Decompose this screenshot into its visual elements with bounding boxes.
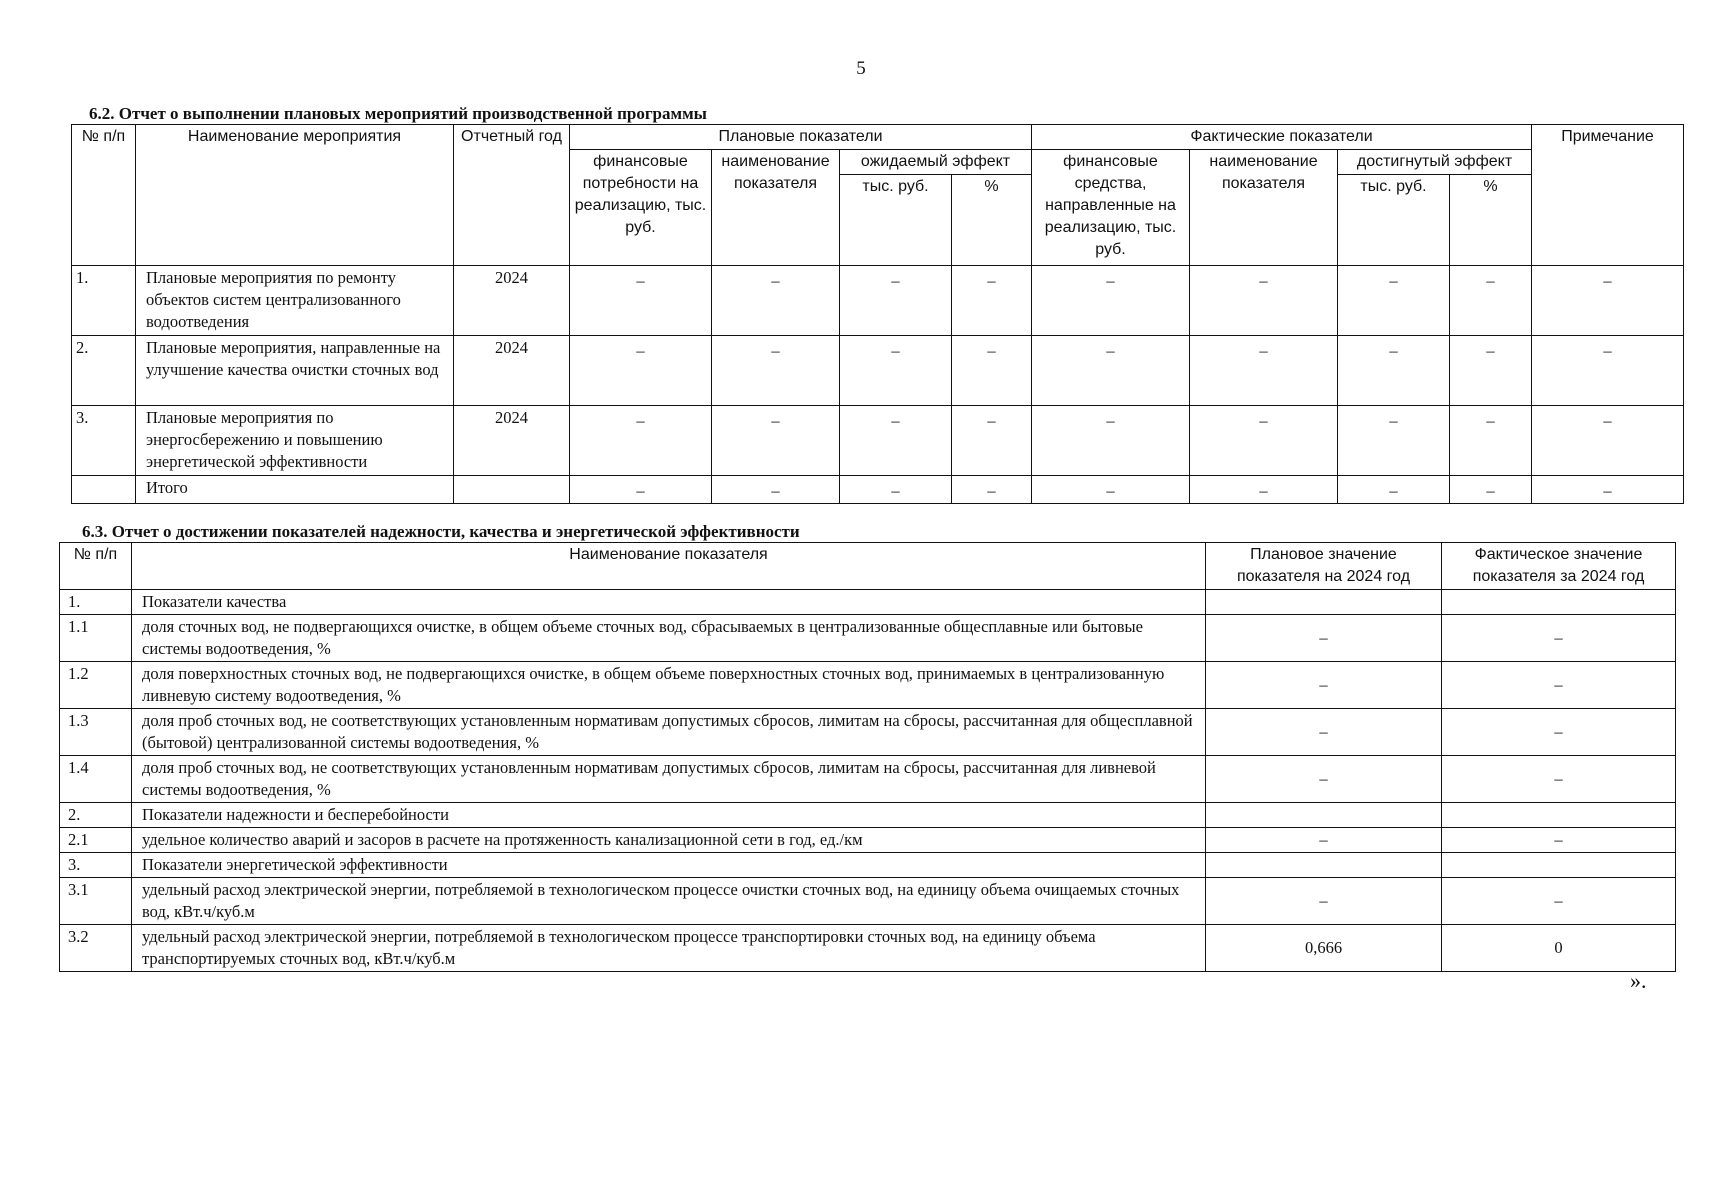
- cell-value: –: [840, 476, 952, 504]
- cell-value: –: [1450, 266, 1532, 336]
- section-62-title: 6.2. Отчет о выполнении плановых мероприятий производственной программы: [89, 104, 707, 123]
- indicator-name: удельный расход электрической энергии, потребляемой в технологическом процессе очистки сточных вод, на единицу объема очищаемых сточных вод, кВт.ч/куб.м: [132, 878, 1206, 925]
- table-row: [60, 925, 1676, 972]
- cell-value: –: [952, 476, 1032, 504]
- header-planned-value: Плановое значение показателя на 2024 год: [1206, 543, 1442, 590]
- header-planned-finance: финансовые потребности на реализацию, тыс. руб.: [570, 150, 712, 266]
- header-actual-value: Фактическое значение показателя за 2024 год: [1442, 543, 1676, 590]
- indicator-name: доля проб сточных вод, не соответствующих установленным нормативам допустимых сбросов, лимитам на сбросы, рассчитанная для общесплавной (бытовой) централизованной системы водоотведения, %: [132, 709, 1206, 756]
- reporting-year: 2024: [454, 266, 570, 336]
- table-row: [72, 336, 1684, 406]
- actual-value: –: [1442, 878, 1676, 925]
- header-num: № п/п: [72, 125, 136, 266]
- cell-value: –: [840, 406, 952, 476]
- planned-value: [1206, 853, 1442, 878]
- table-row: [60, 828, 1676, 853]
- indicator-name: доля проб сточных вод, не соответствующих установленным нормативам допустимых сбросов, лимитам на сбросы, рассчитанная для ливневой системы водоотведения, %: [132, 756, 1206, 803]
- cell-value: –: [712, 336, 840, 406]
- actual-value: [1442, 853, 1676, 878]
- table-row: [60, 878, 1676, 925]
- activity-name: Плановые мероприятия, направленные на улучшение качества очистки сточных вод: [136, 336, 454, 406]
- header-actual-indicators: Фактические показатели: [1032, 125, 1532, 150]
- cell-value: –: [1032, 406, 1190, 476]
- row-num: 3.2: [60, 925, 132, 972]
- table-row: [60, 662, 1676, 709]
- header-actual-indicator-name: наименование показателя: [1190, 150, 1338, 266]
- indicator-name: Показатели качества: [132, 590, 1206, 615]
- header-expected-thousand-rub: тыс. руб.: [840, 175, 952, 266]
- cell-value: –: [1338, 336, 1450, 406]
- header-planned-indicators: Плановые показатели: [570, 125, 1032, 150]
- closing-quote: ».: [1630, 968, 1647, 993]
- indicator-name: доля поверхностных сточных вод, не подвергающихся очистке, в общем объеме поверхностных сточных вод, принимаемых в централизованную ливневую систему водоотведения, %: [132, 662, 1206, 709]
- cell-value: –: [1338, 406, 1450, 476]
- planned-value: –: [1206, 662, 1442, 709]
- indicator-name: доля сточных вод, не подвергающихся очистке, в общем объеме сточных вод, сбрасываемых в централизованные общесплавные или бытовые системы водоотведения, %: [132, 615, 1206, 662]
- planned-value: –: [1206, 756, 1442, 803]
- cell-value: –: [570, 336, 712, 406]
- actual-value: –: [1442, 756, 1676, 803]
- actual-value: [1442, 803, 1676, 828]
- cell-value: –: [712, 266, 840, 336]
- actual-value: 0: [1442, 925, 1676, 972]
- planned-value: 0,666: [1206, 925, 1442, 972]
- cell-value: –: [1032, 336, 1190, 406]
- indicator-name: Показатели надежности и бесперебойности: [132, 803, 1206, 828]
- planned-value: –: [1206, 878, 1442, 925]
- table-row: [72, 406, 1684, 476]
- header-achieved-thousand-rub: тыс. руб.: [1338, 175, 1450, 266]
- planned-value: –: [1206, 828, 1442, 853]
- cell-value: –: [1338, 476, 1450, 504]
- header-expected-effect: ожидаемый эффект: [840, 150, 1032, 175]
- total-label: Итого: [136, 476, 454, 504]
- table-row: [60, 803, 1676, 828]
- total-num-empty: [72, 476, 136, 504]
- planned-value: –: [1206, 615, 1442, 662]
- table-row: [60, 615, 1676, 662]
- cell-value: –: [1532, 476, 1684, 504]
- row-num: 2.: [72, 336, 136, 406]
- cell-value: –: [840, 336, 952, 406]
- cell-value: –: [1532, 336, 1684, 406]
- cell-value: –: [1032, 266, 1190, 336]
- planned-value: [1206, 590, 1442, 615]
- header-expected-percent: %: [952, 175, 1032, 266]
- row-num: 1.1: [60, 615, 132, 662]
- actual-value: –: [1442, 709, 1676, 756]
- reliability-indicators-table: [59, 542, 1676, 972]
- cell-value: –: [1338, 266, 1450, 336]
- cell-value: –: [1190, 336, 1338, 406]
- row-num: 2.1: [60, 828, 132, 853]
- cell-value: –: [1190, 476, 1338, 504]
- header-num: № п/п: [60, 543, 132, 590]
- header-planned-indicator-name: наименование показателя: [712, 150, 840, 266]
- row-num: 1.4: [60, 756, 132, 803]
- header-activity-name: Наименование мероприятия: [136, 125, 454, 266]
- header-indicator-name: Наименование показателя: [132, 543, 1206, 590]
- header-note: Примечание: [1532, 125, 1684, 266]
- section-63-title: 6.3. Отчет о достижении показателей надежности, качества и энергетической эффективности: [82, 522, 800, 541]
- cell-value: –: [1450, 406, 1532, 476]
- cell-value: –: [952, 406, 1032, 476]
- header-reporting-year: Отчетный год: [454, 125, 570, 266]
- row-num: 3.: [72, 406, 136, 476]
- actual-value: –: [1442, 828, 1676, 853]
- production-program-table: [71, 124, 1684, 504]
- cell-value: –: [712, 476, 840, 504]
- cell-value: –: [1450, 336, 1532, 406]
- table-row: [60, 590, 1676, 615]
- row-num: 2.: [60, 803, 132, 828]
- header-achieved-effect: достигнутый эффект: [1338, 150, 1532, 175]
- header-achieved-percent: %: [1450, 175, 1532, 266]
- total-row: [72, 476, 1684, 504]
- cell-value: –: [1190, 266, 1338, 336]
- reporting-year: 2024: [454, 336, 570, 406]
- cell-value: –: [1032, 476, 1190, 504]
- cell-value: –: [1532, 406, 1684, 476]
- cell-value: –: [952, 336, 1032, 406]
- cell-value: –: [570, 266, 712, 336]
- cell-value: –: [1532, 266, 1684, 336]
- activity-name: Плановые мероприятия по энергосбережению и повышению энергетической эффективности: [136, 406, 454, 476]
- header-actual-finance: финансовые средства, направленные на реализацию, тыс. руб.: [1032, 150, 1190, 266]
- cell-value: –: [570, 476, 712, 504]
- actual-value: –: [1442, 615, 1676, 662]
- indicator-name: Показатели энергетической эффективности: [132, 853, 1206, 878]
- row-num: 3.1: [60, 878, 132, 925]
- row-num: 3.: [60, 853, 132, 878]
- row-num: 1.: [60, 590, 132, 615]
- table-row: [60, 756, 1676, 803]
- cell-value: –: [570, 406, 712, 476]
- cell-value: –: [712, 406, 840, 476]
- actual-value: –: [1442, 662, 1676, 709]
- planned-value: [1206, 803, 1442, 828]
- cell-value: –: [1450, 476, 1532, 504]
- row-num: 1.: [72, 266, 136, 336]
- indicator-name: удельный расход электрической энергии, потребляемой в технологическом процессе транспортировки сточных вод, на единицу объема транспортируемых сточных вод, кВт.ч/куб.м: [132, 925, 1206, 972]
- planned-value: –: [1206, 709, 1442, 756]
- cell-value: –: [840, 266, 952, 336]
- table-row: [60, 853, 1676, 878]
- total-year-empty: [454, 476, 570, 504]
- table-row: [60, 709, 1676, 756]
- cell-value: –: [1190, 406, 1338, 476]
- table-row: [72, 266, 1684, 336]
- actual-value: [1442, 590, 1676, 615]
- row-num: 1.2: [60, 662, 132, 709]
- row-num: 1.3: [60, 709, 132, 756]
- reporting-year: 2024: [454, 406, 570, 476]
- page-number: 5: [856, 58, 866, 79]
- activity-name: Плановые мероприятия по ремонту объектов систем централизованного водоотведения: [136, 266, 454, 336]
- cell-value: –: [952, 266, 1032, 336]
- indicator-name: удельное количество аварий и засоров в расчете на протяженность канализационной сети в год, ед./км: [132, 828, 1206, 853]
